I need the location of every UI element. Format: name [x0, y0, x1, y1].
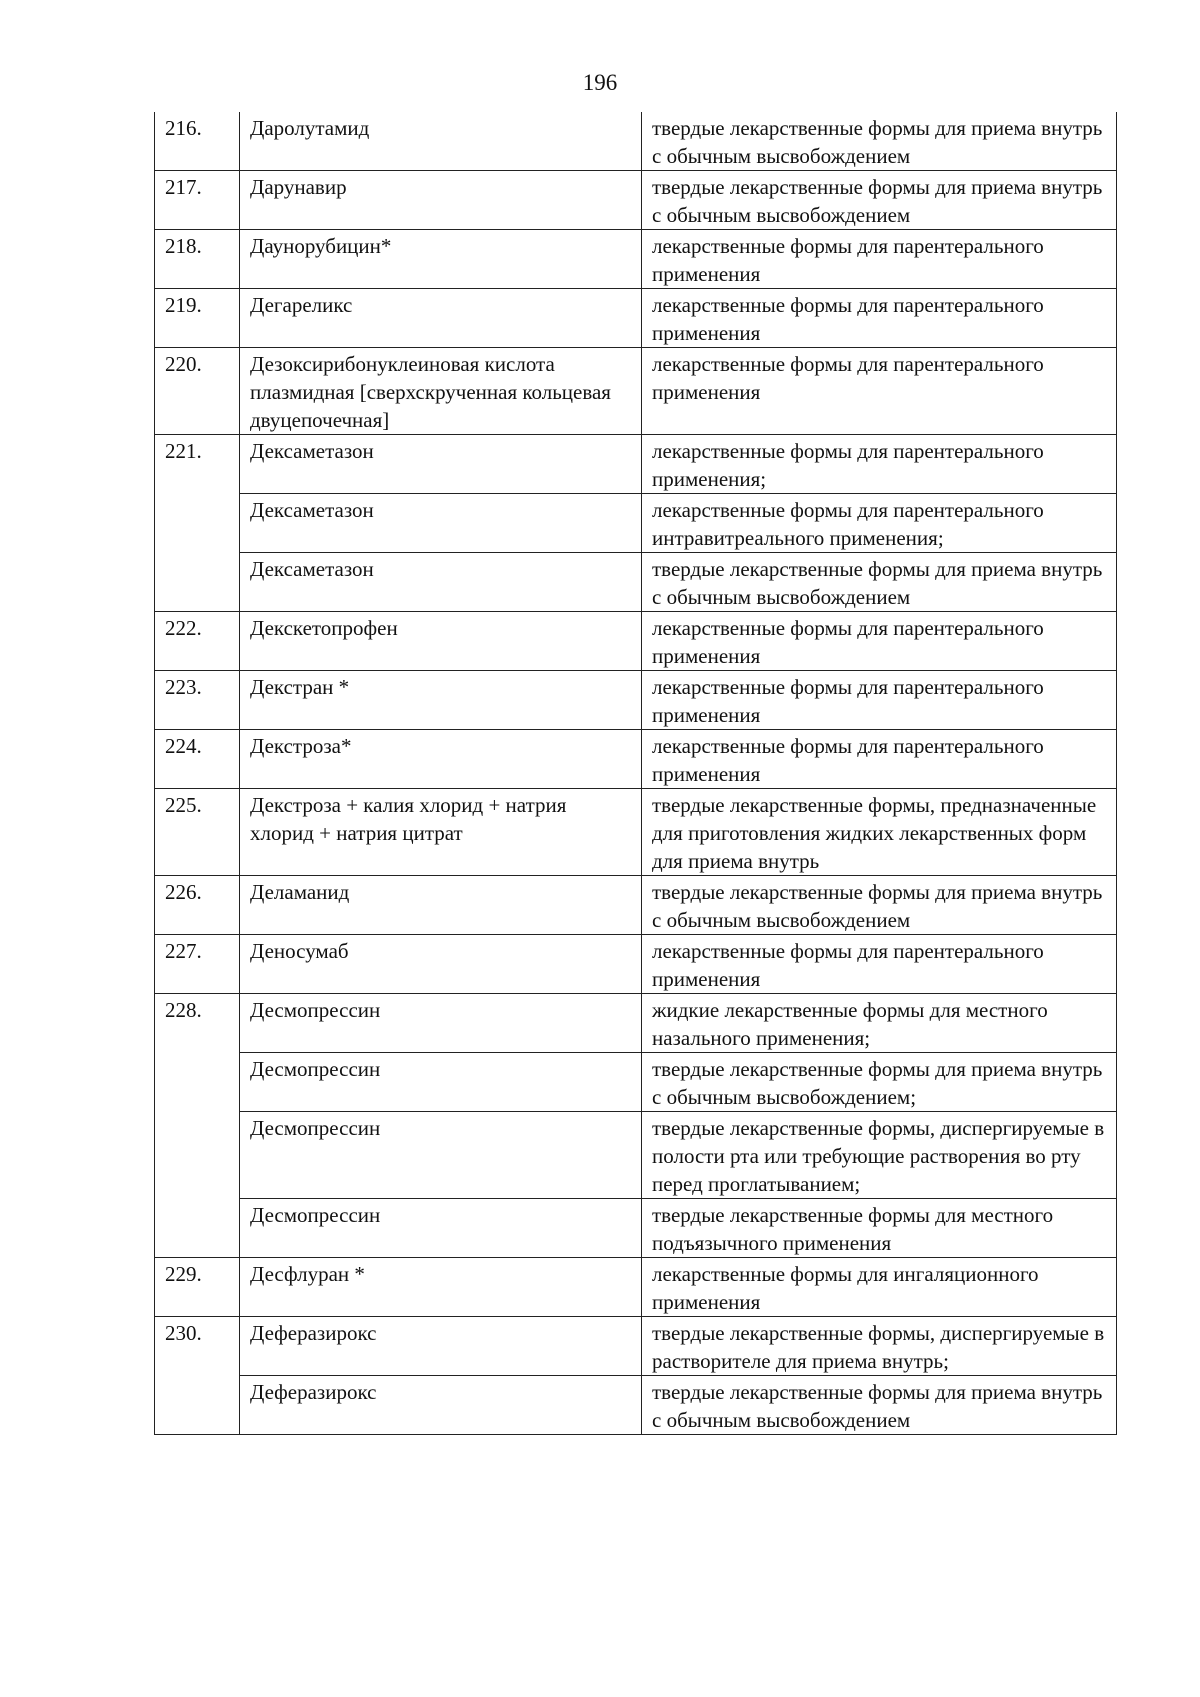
- table-row: [155, 171, 1117, 230]
- row-number: 230.: [155, 1317, 240, 1435]
- dosage-form: твердые лекарственные формы, диспергируемые в растворителе для приема внутрь;: [642, 1317, 1117, 1376]
- drug-name: Дексаметазон: [240, 553, 642, 612]
- dosage-form: лекарственные формы для парентерального применения: [642, 612, 1117, 671]
- row-number: 226.: [155, 876, 240, 935]
- table-row: [155, 876, 1117, 935]
- dosage-form: твердые лекарственные формы, диспергируемые в полости рта или требующие растворения во рту перед проглатыванием;: [642, 1112, 1117, 1199]
- drug-name: Дегареликс: [240, 289, 642, 348]
- table-row: [155, 112, 1117, 171]
- table-row: [155, 348, 1117, 435]
- drug-name: Декстроза*: [240, 730, 642, 789]
- table-row: [155, 1258, 1117, 1317]
- table-row: [155, 935, 1117, 994]
- dosage-form: лекарственные формы для ингаляционного применения: [642, 1258, 1117, 1317]
- dosage-form: лекарственные формы для парентерального применения: [642, 935, 1117, 994]
- drug-name: Даунорубицин*: [240, 230, 642, 289]
- table-row: [155, 494, 1117, 553]
- dosage-form: твердые лекарственные формы для местного подъязычного применения: [642, 1199, 1117, 1258]
- table-row: [155, 612, 1117, 671]
- row-number: 228.: [155, 994, 240, 1258]
- drug-name: Декстран *: [240, 671, 642, 730]
- dosage-form: твердые лекарственные формы, предназначенные для приготовления жидких лекарственных форм для приема внутрь: [642, 789, 1117, 876]
- drug-name: Декстроза + калия хлорид + натрия хлорид + натрия цитрат: [240, 789, 642, 876]
- table-row: [155, 1199, 1117, 1258]
- dosage-form: лекарственные формы для парентерального применения;: [642, 435, 1117, 494]
- table-row: [155, 435, 1117, 494]
- row-number: 220.: [155, 348, 240, 435]
- row-number: 219.: [155, 289, 240, 348]
- table-row: [155, 789, 1117, 876]
- drug-name: Дексаметазон: [240, 435, 642, 494]
- dosage-form: твердые лекарственные формы для приема внутрь с обычным высвобождением: [642, 171, 1117, 230]
- dosage-form: твердые лекарственные формы для приема внутрь с обычным высвобождением: [642, 876, 1117, 935]
- dosage-form: лекарственные формы для парентерального интравитреального применения;: [642, 494, 1117, 553]
- drug-name: Декскетопрофен: [240, 612, 642, 671]
- row-number: 217.: [155, 171, 240, 230]
- dosage-form: лекарственные формы для парентерального применения: [642, 730, 1117, 789]
- drug-name: Деносумаб: [240, 935, 642, 994]
- row-number: 229.: [155, 1258, 240, 1317]
- drug-name: Дарунавир: [240, 171, 642, 230]
- dosage-form: твердые лекарственные формы для приема внутрь с обычным высвобождением: [642, 1376, 1117, 1435]
- drug-name: Десмопрессин: [240, 1053, 642, 1112]
- dosage-form: лекарственные формы для парентерального применения: [642, 289, 1117, 348]
- drug-name: Десмопрессин: [240, 1199, 642, 1258]
- table-row: [155, 289, 1117, 348]
- row-number: 222.: [155, 612, 240, 671]
- table-row: [155, 994, 1117, 1053]
- table-row: [155, 1317, 1117, 1376]
- table-row: [155, 1112, 1117, 1199]
- row-number: 216.: [155, 112, 240, 171]
- table-row: [155, 553, 1117, 612]
- page-number: 196: [582, 70, 618, 95]
- row-number: 224.: [155, 730, 240, 789]
- drug-name: Дезоксирибонуклеиновая кислота плазмидная [сверхскрученная кольцевая двуцепочечная]: [240, 348, 642, 435]
- drug-name: Дексаметазон: [240, 494, 642, 553]
- drug-name: Десфлуран *: [240, 1258, 642, 1317]
- dosage-form: твердые лекарственные формы для приема внутрь с обычным высвобождением;: [642, 1053, 1117, 1112]
- row-number: 225.: [155, 789, 240, 876]
- dosage-form: лекарственные формы для парентерального применения: [642, 230, 1117, 289]
- table-row: [155, 671, 1117, 730]
- drug-name: Деферазирокс: [240, 1376, 642, 1435]
- table-body: [155, 112, 1117, 1435]
- drug-name: Десмопрессин: [240, 994, 642, 1053]
- table-row: [155, 230, 1117, 289]
- table-row: [155, 1053, 1117, 1112]
- drug-name: Деламанид: [240, 876, 642, 935]
- table-row: [155, 1376, 1117, 1435]
- row-number: 223.: [155, 671, 240, 730]
- dosage-form: лекарственные формы для парентерального применения: [642, 348, 1117, 435]
- row-number: 221.: [155, 435, 240, 612]
- dosage-form: лекарственные формы для парентерального применения: [642, 671, 1117, 730]
- drug-name: Даролутамид: [240, 112, 642, 171]
- row-number: 227.: [155, 935, 240, 994]
- drug-name: Десмопрессин: [240, 1112, 642, 1199]
- table-row: [155, 730, 1117, 789]
- drug-table: [154, 112, 1117, 1435]
- dosage-form: твердые лекарственные формы для приема внутрь с обычным высвобождением: [642, 112, 1117, 171]
- dosage-form: твердые лекарственные формы для приема внутрь с обычным высвобождением: [642, 553, 1117, 612]
- drug-name: Деферазирокс: [240, 1317, 642, 1376]
- dosage-form: жидкие лекарственные формы для местного назального применения;: [642, 994, 1117, 1053]
- row-number: 218.: [155, 230, 240, 289]
